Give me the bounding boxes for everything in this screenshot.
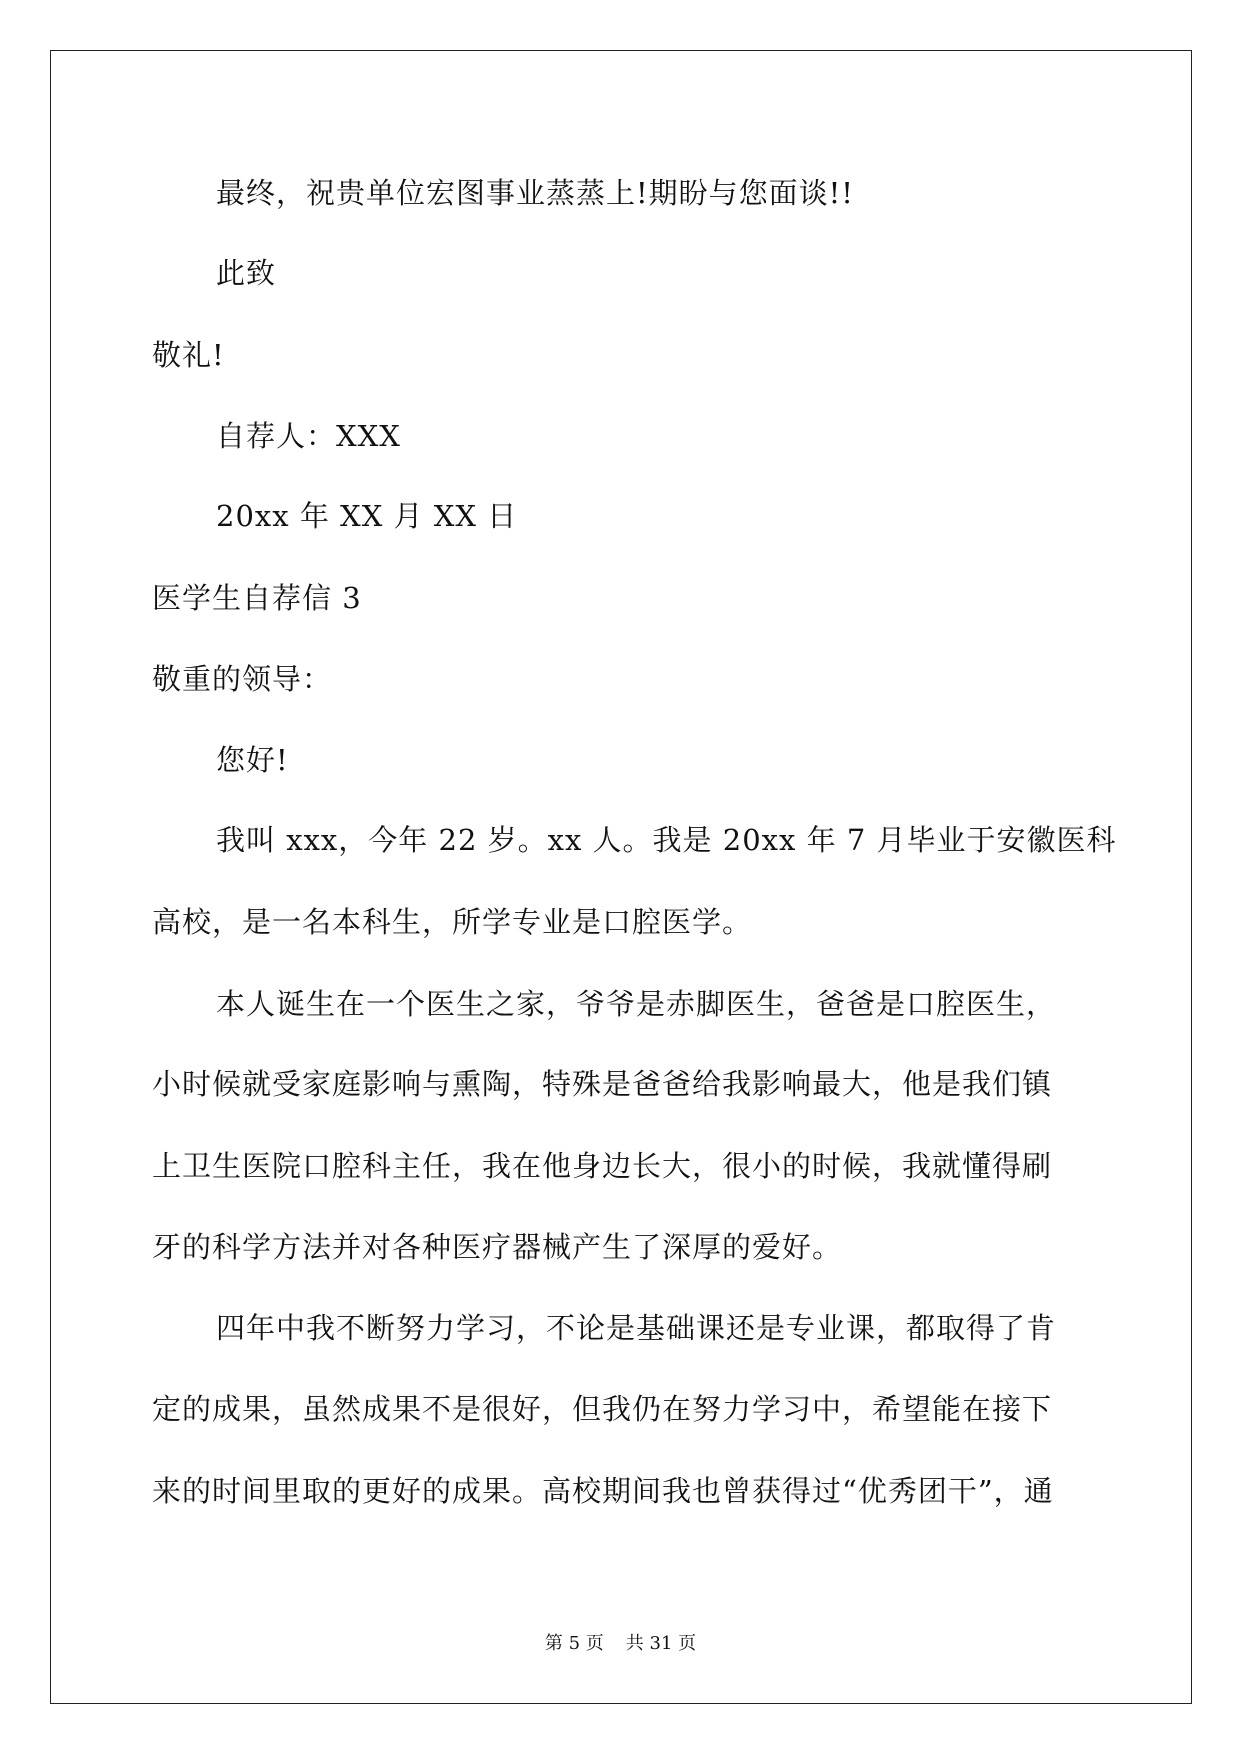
- hello-line: 您好!: [216, 743, 289, 777]
- salutation-jingli: 敬礼!: [152, 338, 225, 372]
- body-text-line: 高校，是一名本科生，所学专业是口腔医学。: [152, 905, 753, 939]
- page-total: 共 31 页: [625, 1633, 697, 1654]
- date-line: 20xx 年 XX 月 XX 日: [216, 499, 518, 533]
- closing-wish-line: 最终，祝贵单位宏图事业蒸蒸上!期盼与您面谈!!: [216, 176, 854, 210]
- body-text-line: 来的时间里取的更好的成果。高校期间我也曾获得过“优秀团干”，通: [152, 1474, 1054, 1508]
- salutation-cizhi: 此致: [216, 256, 277, 290]
- body-text-line: 牙的科学方法并对各种医疗器械产生了深厚的爱好。: [152, 1230, 843, 1264]
- body-text-line: 小时候就受家庭影响与熏陶，特殊是爸爸给我影响最大，他是我们镇: [152, 1067, 1053, 1101]
- body-text-line: 我叫 xxx，今年 22 岁。xx 人。我是 20xx 年 7 月毕业于安徽医科: [216, 823, 1117, 857]
- page-footer: [0, 1633, 1241, 1655]
- signature-line: 自荐人：XXX: [216, 419, 401, 453]
- body-text-line: 上卫生医院口腔科主任，我在他身边长大，很小的时候，我就懂得刷: [152, 1149, 1053, 1183]
- body-text-line: 四年中我不断努力学习，不论是基础课还是专业课，都取得了肯: [216, 1311, 1057, 1345]
- page-number: 第 5 页: [544, 1633, 604, 1654]
- body-text-line: 定的成果，虽然成果不是很好，但我仍在努力学习中，希望能在接下: [152, 1392, 1053, 1426]
- section-heading: 医学生自荐信 3: [152, 581, 362, 615]
- greeting-line: 敬重的领导：: [152, 662, 333, 696]
- body-text-line: 本人诞生在一个医生之家，爷爷是赤脚医生，爸爸是口腔医生，: [216, 987, 1057, 1021]
- page-border: [50, 50, 1192, 1704]
